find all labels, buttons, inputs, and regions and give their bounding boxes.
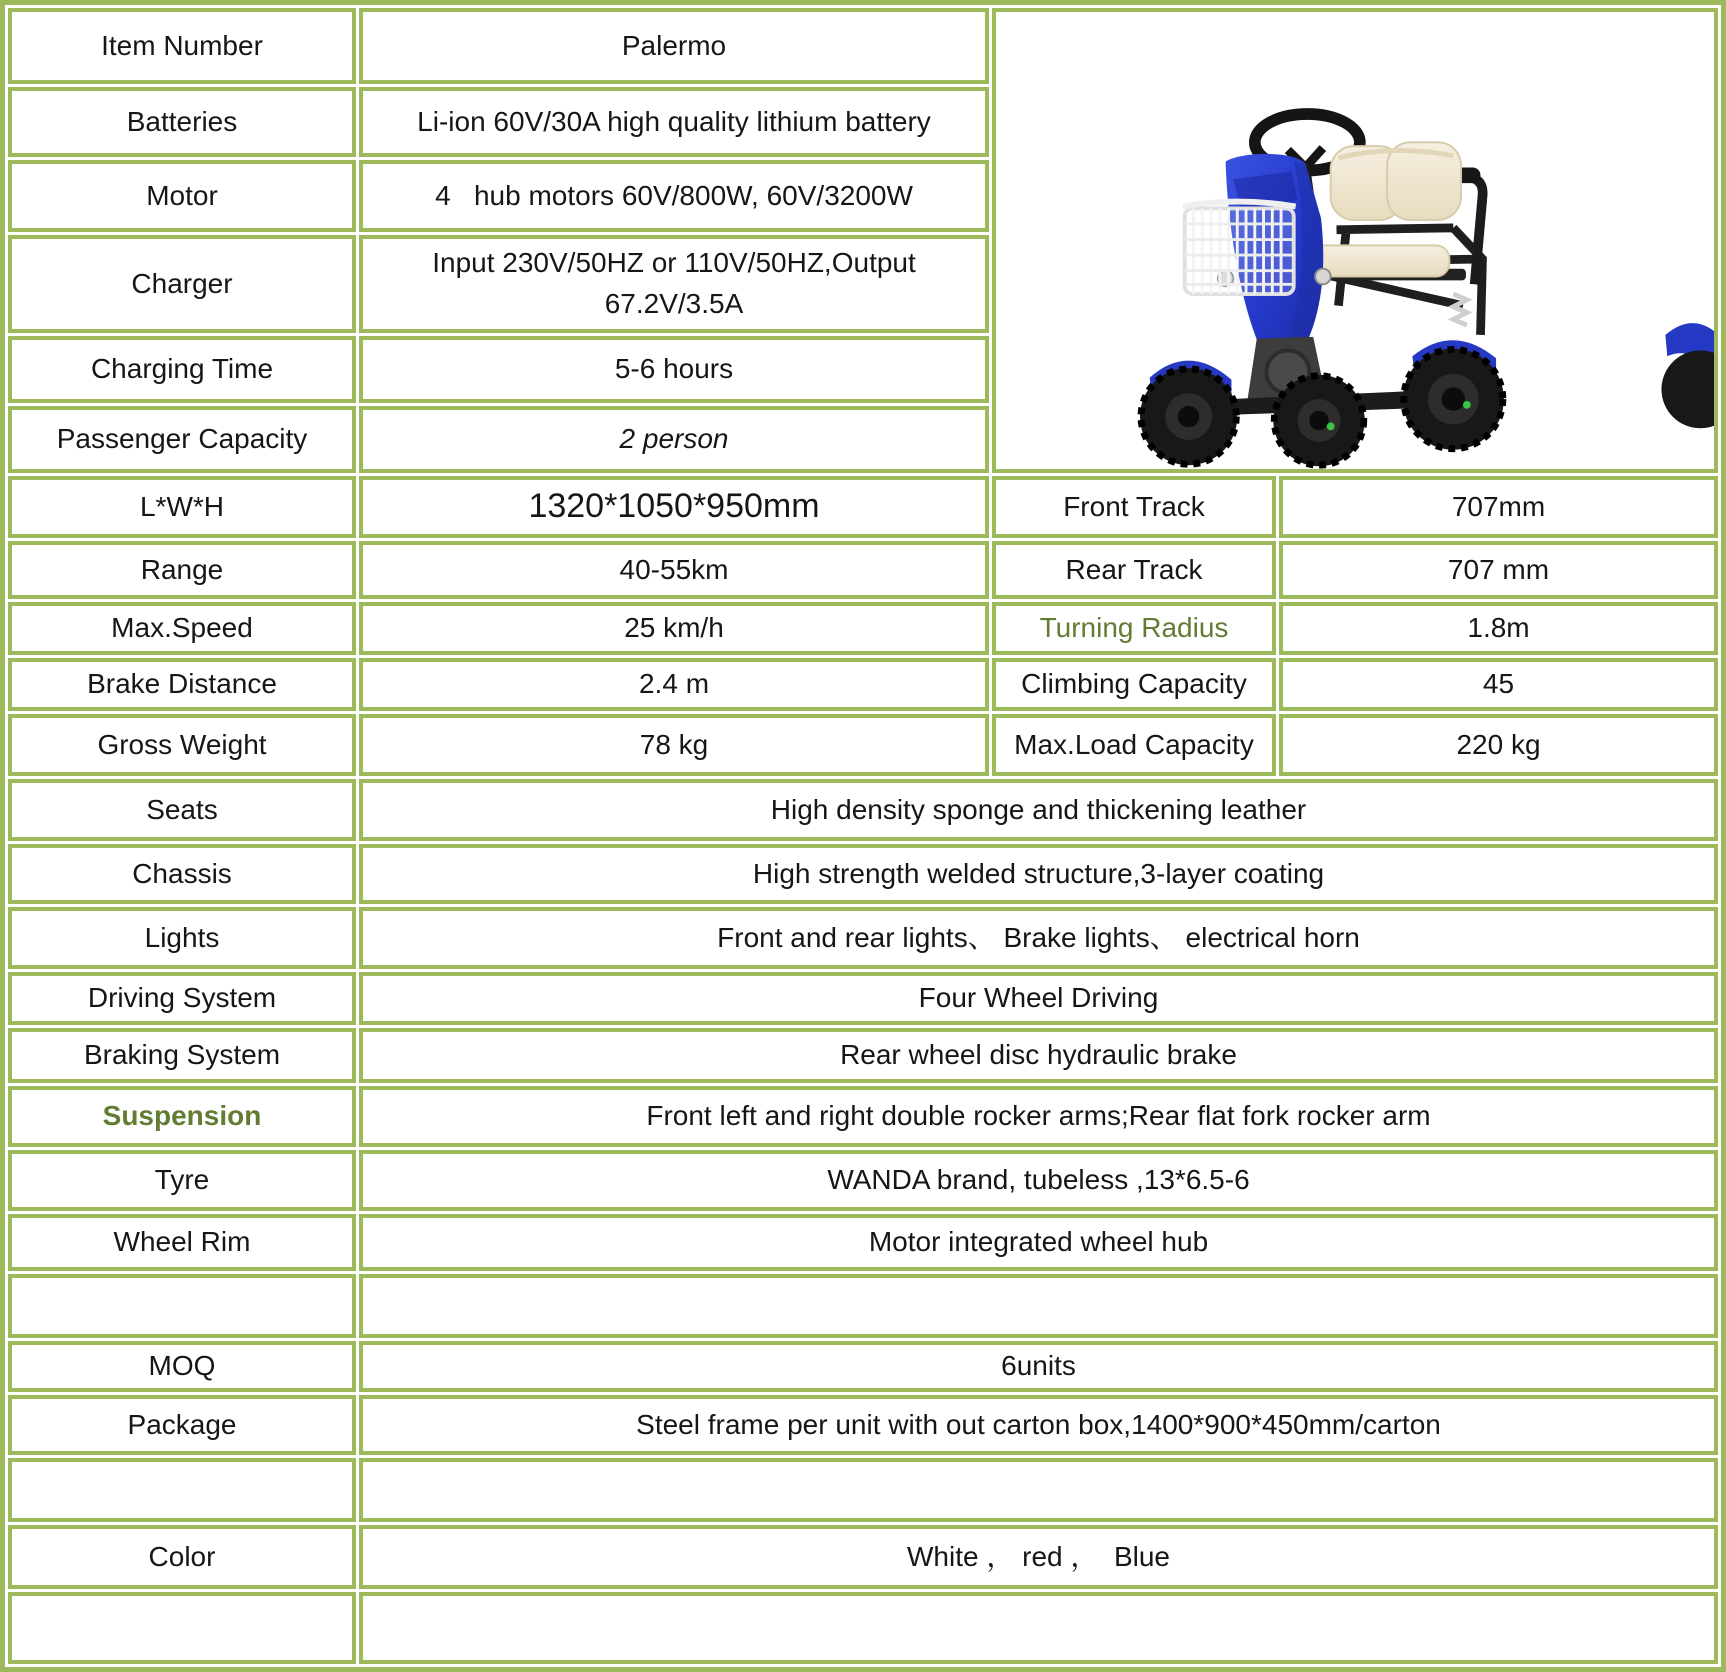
row-label-empty-2: [8, 1458, 356, 1522]
row-label-charging-time: Charging Time: [8, 336, 356, 403]
row-value-wheel-rim: Motor integrated wheel hub: [359, 1214, 1718, 1271]
row-label-empty-3: [8, 1592, 356, 1664]
row-value-motor: 4 hub motors 60V/800W, 60V/3200W: [359, 160, 989, 232]
row-value-max-speed: 25 km/h: [359, 602, 989, 655]
row-label-moq: MOQ: [8, 1341, 356, 1392]
row-value-package: Steel frame per unit with out carton box,1400*900*450mm/carton: [359, 1395, 1718, 1455]
product-photo-cell: [992, 8, 1718, 473]
row-value-charger: [359, 235, 989, 333]
row-label-driving-system: Driving System: [8, 972, 356, 1025]
row-label-climbing-capacity: Climbing Capacity: [992, 658, 1276, 711]
row-label-range: Range: [8, 541, 356, 599]
row-value-charging-time: 5-6 hours: [359, 336, 989, 403]
row-label-wheel-rim: Wheel Rim: [8, 1214, 356, 1271]
row-label-color: Color: [8, 1525, 356, 1589]
row-label-motor: Motor: [8, 160, 356, 232]
charger-value-text: Input 230V/50HZ or 110V/50HZ,Output 67.2V/3.5A: [432, 247, 916, 319]
row-value-batteries: Li-ion 60V/30A high quality lithium battery: [359, 87, 989, 157]
row-label-chassis: Chassis: [8, 844, 356, 904]
row-label-seats: Seats: [8, 779, 356, 841]
row-value-brake-distance: 2.4 m: [359, 658, 989, 711]
row-label-lwh: L*W*H: [8, 476, 356, 538]
row-value-empty-1: [359, 1274, 1718, 1338]
row-value-climbing-capacity: 45: [1279, 658, 1718, 711]
row-value-rear-track: 707 mm: [1279, 541, 1718, 599]
row-label-front-track: Front Track: [992, 476, 1276, 538]
row-value-gross-weight: 78 kg: [359, 714, 989, 776]
row-label-gross-weight: Gross Weight: [8, 714, 356, 776]
row-value-color: White ， red ， Blue: [359, 1525, 1718, 1589]
row-value-lights: Front and rear lights、 Brake lights、 electrical horn: [359, 907, 1718, 969]
row-label-batteries: Batteries: [8, 87, 356, 157]
row-label-package: Package: [8, 1395, 356, 1455]
scooter-photo: [996, 12, 1714, 469]
row-label-max-speed: Max.Speed: [8, 602, 356, 655]
row-value-max-load-capacity: 220 kg: [1279, 714, 1718, 776]
row-label-braking-system: Braking System: [8, 1028, 356, 1083]
row-label-brake-distance: Brake Distance: [8, 658, 356, 711]
row-value-seats: High density sponge and thickening leather: [359, 779, 1718, 841]
row-value-item-number: Palermo: [359, 8, 989, 84]
row-label-passenger-capacity: Passenger Capacity: [8, 406, 356, 473]
row-label-lights: Lights: [8, 907, 356, 969]
row-label-turning-radius: Turning Radius: [992, 602, 1276, 655]
row-value-braking-system: Rear wheel disc hydraulic brake: [359, 1028, 1718, 1083]
row-value-chassis: High strength welded structure,3-layer coating: [359, 844, 1718, 904]
row-value-moq: 6units: [359, 1341, 1718, 1392]
row-value-range: 40-55km: [359, 541, 989, 599]
row-value-empty-2: [359, 1458, 1718, 1522]
row-value-passenger-capacity: 2 person: [359, 406, 989, 473]
row-label-suspension: Suspension: [8, 1086, 356, 1147]
row-label-charger: Charger: [8, 235, 356, 333]
row-value-turning-radius: 1.8m: [1279, 602, 1718, 655]
row-value-front-track: 707mm: [1279, 476, 1718, 538]
row-label-item-number: Item Number: [8, 8, 356, 84]
row-label-empty-1: [8, 1274, 356, 1338]
row-value-empty-3: [359, 1592, 1718, 1664]
row-label-rear-track: Rear Track: [992, 541, 1276, 599]
row-value-driving-system: Four Wheel Driving: [359, 972, 1718, 1025]
row-value-tyre: WANDA brand, tubeless ,13*6.5-6: [359, 1150, 1718, 1211]
row-value-suspension: Front left and right double rocker arms;Rear flat fork rocker arm: [359, 1086, 1718, 1147]
row-label-max-load-capacity: Max.Load Capacity: [992, 714, 1276, 776]
row-label-tyre: Tyre: [8, 1150, 356, 1211]
row-value-lwh: 1320*1050*950mm: [359, 476, 989, 538]
